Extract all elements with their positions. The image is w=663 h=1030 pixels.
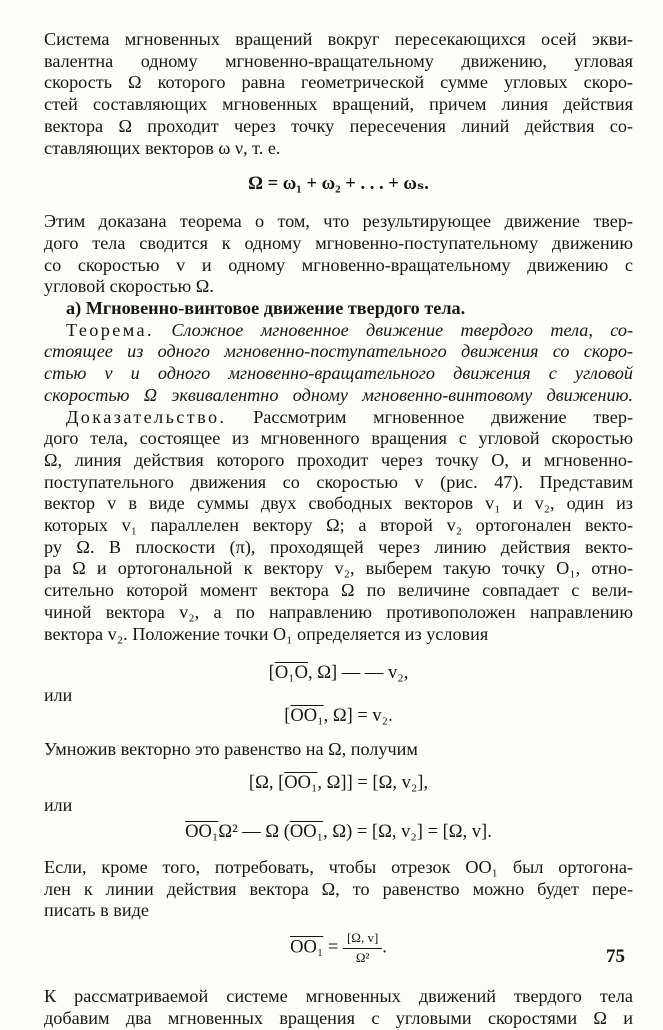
text-line: вектора Ω проходит через точку пересечения линий действия со- (44, 115, 633, 136)
equation-omega-sum: Ω = ω₁ + ω₂ + . . . + ωₛ. (248, 174, 429, 195)
text-line: которых v₁ параллелен вектору Ω; а второй v₂ ортогонален векто- (44, 515, 633, 536)
equation-expanded (44, 822, 633, 843)
text-line: лен к линии действия вектора Ω, то равенство можно будет пере- (44, 878, 633, 899)
fraction (343, 930, 382, 966)
overlined-segment: OO₁ (290, 937, 324, 958)
page-number: 75 (606, 946, 625, 967)
overlined-segment: OO₁ (185, 821, 219, 842)
text-line: Умножив векторно это равенство на Ω, получим (44, 739, 418, 760)
text-line: стоящее из одного мгновенно-поступательного движения со скоро- (44, 341, 633, 362)
text-line: стей составляющих мгновенных вращений, причем линия действия (44, 94, 633, 115)
overlined-segment: OO₁ (290, 706, 324, 727)
text-line: со скоростью v и одному мгновенно-вращательному движению с (44, 254, 633, 275)
equation-part: , Ω] = v₂. (323, 706, 393, 727)
text-line: Если, кроме того, потребовать, чтобы отрезок OO₁ был ортогона- (44, 856, 633, 877)
word-or: или (44, 685, 73, 706)
proof-text: Рассмотрим мгновенное движение твер- (253, 406, 633, 427)
proof (44, 407, 633, 646)
equation-oo1: [OO₁, Ω] = v₂. (284, 706, 393, 727)
fraction-numerator: [Ω, v] (343, 930, 382, 949)
text-line: сительно которой момент вектора Ω по величине совпадает с вели- (44, 580, 633, 601)
text-line: Этим доказана теорема о том, что результирующее движение твер- (44, 211, 633, 232)
text-line: поступательного движения со скоростью v (рис. 47). Представим (44, 471, 633, 492)
text-line: вектора v₂. Положение точки O₁ определяется из условия (44, 623, 489, 644)
text-line (44, 320, 633, 342)
paragraph-orthogonal (44, 857, 633, 922)
equation-part: . (382, 937, 387, 958)
text-line: угловой скоростью Ω. (44, 276, 214, 297)
paragraph-rotations (44, 29, 633, 159)
text-line: скоростью Ω эквивалентно одному мгновенно-винтовому движению. (44, 384, 633, 405)
theorem-label: Теорема. (66, 319, 154, 340)
equation-part: = (323, 937, 343, 958)
overlined-segment: O₁O (274, 663, 308, 684)
equation-o1o: [O₁O, Ω] — — v₂, (268, 663, 409, 684)
equation-oo1-fraction (44, 930, 633, 966)
paragraph-add-rotations (44, 986, 633, 1029)
equation-double-cross (44, 773, 633, 794)
proof-label: Доказательство. (66, 406, 227, 427)
equation-part: , Ω]] = [Ω, v₂], (317, 772, 429, 793)
overlined-segment: OO₁ (289, 821, 324, 842)
text-line: скорость Ω которого равна геометрической сумме угловых скоро- (44, 72, 633, 93)
overlined-segment: OO₁ (284, 772, 318, 793)
section-heading: а) Мгновенно-винтовое движение твердого тела. (66, 298, 466, 319)
text-line: вектор v в виде суммы двух свободных векторов v₁ и v₂, один из (44, 493, 633, 514)
text-line: чиной вектора v₂, а по направлению противоположен направлению (44, 601, 633, 622)
equation-part: , Ω) = [Ω, v₂] = [Ω, v]. (323, 821, 492, 842)
theorem (44, 320, 633, 407)
text-line: валентна одному мгновенно-вращательному движению, угловая (44, 50, 633, 71)
equation-part: , Ω] — — v₂, (307, 663, 409, 684)
text-line (44, 407, 633, 429)
word-or: или (44, 794, 73, 815)
text-line: писать в виде (44, 900, 149, 921)
theorem-text: Сложное мгновенное движение твердого тела, со- (171, 319, 633, 340)
equation-part: [Ω, [ (248, 772, 285, 793)
text-line: К рассматриваемой системе мгновенных движений твердого тела (44, 986, 633, 1007)
text-line: Ω, линия действия которого проходит через точку O, и мгновенно- (44, 449, 633, 470)
text-line: ру Ω. В плоскости (π), проходящей через линию действия векто- (44, 536, 633, 557)
text-line: стью v и одного мгновенно-вращательного движения с угловой (44, 363, 633, 384)
fraction-denominator: Ω² (355, 950, 370, 966)
text-line: добавим два мгновенных вращения с угловыми скоростями Ω и (44, 1007, 633, 1028)
text-line: дого тела, состоящее из мгновенного вращения с угловой скоростью (44, 428, 633, 449)
text-line: Система мгновенных вращений вокруг пересекающихся осей экви- (44, 29, 633, 49)
text-line: дого тела сводится к одному мгновенно-поступательному движению (44, 232, 633, 253)
paragraph-theorem-proved (44, 211, 633, 298)
text-line: ставляющих векторов ω ν, т. е. (44, 137, 281, 158)
text-line: ра Ω и ортогональной к вектору v₂, выберем такую точку O₁, отно- (44, 558, 633, 579)
equation-part: Ω² — Ω ( (218, 821, 290, 842)
